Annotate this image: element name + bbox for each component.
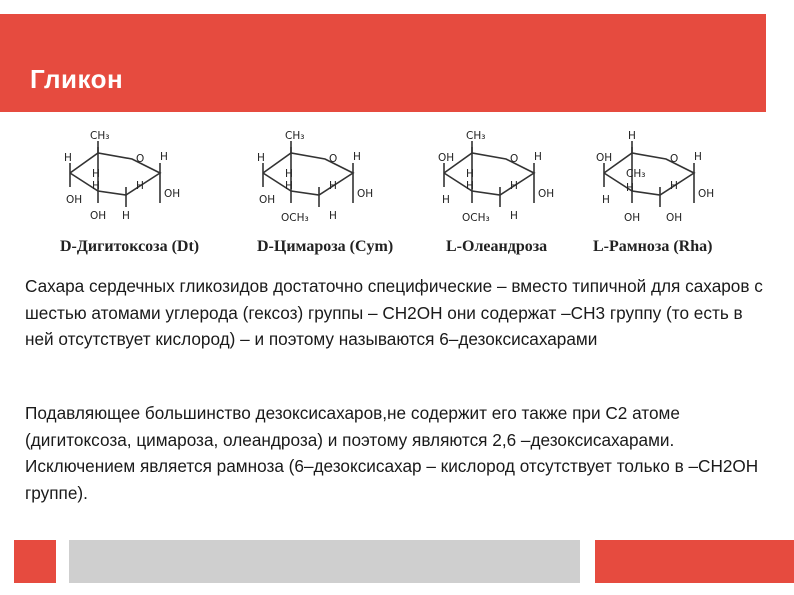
caption-cymarose: D-Цимароза (Cym) — [257, 238, 394, 255]
oh-label: OH — [438, 152, 455, 164]
h-label: H — [602, 194, 610, 206]
caption-rhamnose: L-Рамноза (Rha) — [593, 238, 713, 255]
h-label: H — [510, 180, 518, 192]
oh-label: OH — [357, 188, 374, 200]
paragraph-2-6-deoxysugars: Подавляющее большинство дезоксисахаров,не содержит его также при С2 атоме (дигитоксоза, цимароза, олеандроза) и поэтому являются 2,6 –дезоксисахарами. Исключением является рамноза (6–дезоксисахар – кислород отсутствует только в –CH2OH группе). — [25, 403, 759, 503]
h-label: H — [329, 210, 337, 222]
h-label: H — [122, 210, 130, 222]
h-label: H — [285, 168, 293, 180]
structure-cymarose — [255, 125, 385, 230]
h-label: H — [466, 180, 474, 192]
ring-oxygen: O — [329, 153, 338, 165]
h-label: H — [92, 180, 100, 192]
h-label: H — [442, 194, 450, 206]
h-label: H — [353, 151, 361, 163]
oleandrose-formula — [436, 125, 566, 230]
h-label: H — [329, 180, 337, 192]
ring-oxygen: O — [136, 153, 145, 165]
right-margin-strip — [766, 14, 794, 595]
paragraph-6-deoxysugars: Сахара сердечных гликозидов достаточно специфические – вместо типичной для сахаров с шестью атомами углерода (гексоз) группы – CH2OH они содержат –CH3 группу (то есть в ней отсутствует кислород) – и поэтому называются 6–дезоксисахарами — [25, 276, 763, 349]
caption-digitoxose: D-Дигитоксоза (Dt) — [60, 238, 200, 255]
oh-label: OH — [666, 212, 683, 224]
oh-label: OH — [66, 194, 83, 206]
oh-label: OH — [259, 194, 276, 206]
caption-oleandrose: L-Олеандроза — [446, 238, 548, 255]
oh-label: OH — [624, 212, 641, 224]
h-label: H — [285, 180, 293, 192]
h-label: H — [628, 130, 636, 142]
h-label: H — [136, 180, 144, 192]
structure-rhamnose — [596, 125, 726, 230]
h-label: H — [160, 151, 168, 163]
h-label: H — [92, 168, 100, 180]
och3-label: OCH₃ — [281, 212, 309, 224]
structure-digitoxose — [62, 125, 192, 230]
h-label: H — [694, 151, 702, 163]
ch3-label: CH₃ — [466, 130, 486, 142]
footer-red-square — [14, 540, 56, 583]
och3-label: OCH₃ — [462, 212, 490, 224]
oh-label: OH — [164, 188, 181, 200]
h-label: H — [466, 168, 474, 180]
digitoxose-formula — [62, 125, 192, 230]
h-label: H — [510, 210, 518, 222]
rhamnose-formula — [596, 125, 726, 230]
ch3-label: CH₃ — [285, 130, 305, 142]
h-label: H — [534, 151, 542, 163]
oh-label: OH — [596, 152, 613, 164]
title-bar — [0, 14, 766, 112]
structure-oleandrose — [436, 125, 566, 230]
oh-label: OH — [698, 188, 715, 200]
cymarose-formula — [255, 125, 385, 230]
h-label: H — [626, 182, 634, 194]
ring-oxygen: O — [670, 153, 679, 165]
slide-title: Гликон — [30, 64, 124, 94]
ch3-label: CH₃ — [626, 168, 646, 180]
ring-oxygen: O — [510, 153, 519, 165]
oh-label: OH — [90, 210, 107, 222]
oh-label: OH — [538, 188, 555, 200]
footer-red-bar — [595, 540, 794, 583]
h-label: H — [64, 152, 72, 164]
footer-gray-bar — [69, 540, 580, 583]
h-label: H — [670, 180, 678, 192]
ch3-label: CH₃ — [90, 130, 110, 142]
h-label: H — [257, 152, 265, 164]
